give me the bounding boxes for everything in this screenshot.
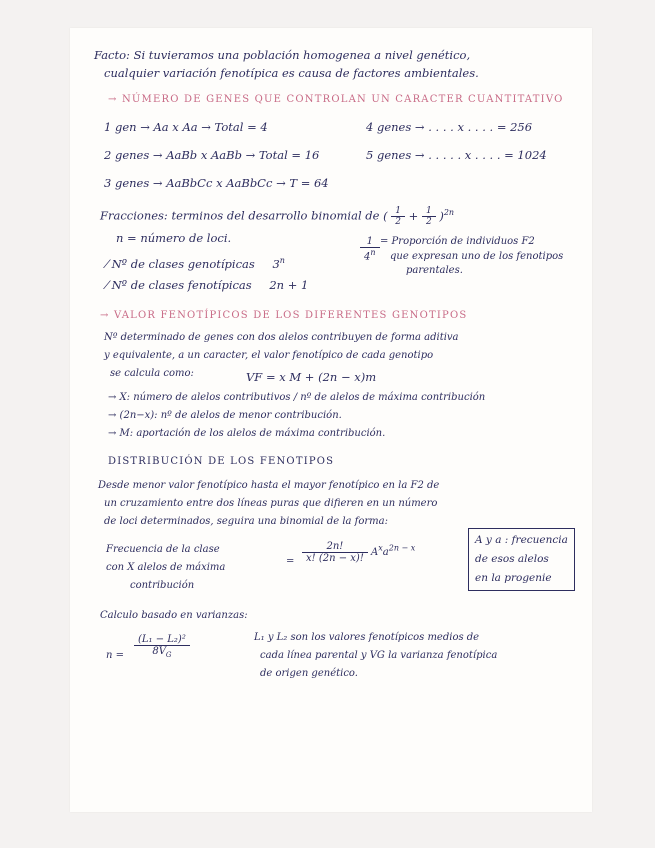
vf-formula: VF = x M + (2n − x)m	[246, 370, 377, 384]
valor-line-2: y equivalente, a un caracter, el valor fenotípico de cada genotipo	[104, 350, 434, 361]
n2x-definition: → (2n−x): nº de alelos de menor contribución.	[108, 410, 342, 421]
proporcion-text-2: que expresan uno de los fenotipos	[390, 251, 564, 262]
valor-line-1: Nº determinado de genes con dos alelos contribuyen de forma aditiva	[104, 332, 459, 343]
n-formula-lhs: n =	[106, 650, 124, 661]
intro-line-2: cualquier variación fenotípica es causa de factores ambientales.	[104, 66, 479, 80]
valor-line-3: se calcula como:	[110, 368, 194, 379]
proporcion-formula: $\frac{1}{4^n}$	[360, 236, 380, 262]
intro-line-1: Facto: Si tuvieramos una población homogenea a nivel genético,	[94, 48, 471, 62]
dist-line-2: un cruzamiento entre dos líneas puras que difieren en un número	[104, 498, 438, 509]
heading-distribucion: DISTRIBUCIÓN DE LOS FENOTIPOS	[108, 456, 335, 467]
n-formula: $\frac{\text{(L₁ − L₂)²}}{8V_G}$	[134, 634, 190, 659]
clases-fenotipicas: ⁄ Nº de clases fenotípicas 2n + 1	[106, 278, 309, 292]
gen-3: 3 genes → AaBbCc x AaBbCc → T = 64	[104, 176, 329, 190]
gen-1: 1 gen → Aa x Aa → Total = 4	[104, 120, 268, 134]
m-definition: → M: aportación de los alelos de máxima contribución.	[108, 428, 386, 439]
proporcion-text-3: parentales.	[406, 265, 463, 276]
fracciones-label: Fracciones: terminos del desarrollo binomial de	[100, 208, 380, 223]
n-definition: n = número de loci.	[116, 231, 232, 245]
varianza-line-3: de origen genético.	[260, 668, 358, 679]
gen-2: 2 genes → AaBb x AaBb → Total = 16	[104, 148, 320, 162]
freq-label-2: con X alelos de máxima	[106, 562, 226, 573]
binomial-formula: ( $\frac{1}{2}$ + $\frac{1}{2}$ )$^{2n}$	[383, 206, 455, 227]
clases-genotipicas: ⁄ Nº de clases genotípicas 3$^n$	[106, 256, 285, 271]
gen-4: 4 genes → . . . . x . . . . = 256	[366, 120, 533, 134]
fracciones-line	[100, 206, 454, 227]
proporcion-text-1: = Proporción de individuos F2	[380, 236, 535, 247]
notebook-page: Facto: Si tuvieramos una población homogenea a nivel genético, cualquier variación fenotípica es causa de factores ambientales. → NÚMERO DE GENES QUE CONTROLAN UN CARACTER CUANTITATIVO 1 gen → Aa x Aa → Total = 4 2 genes → AaBb x AaBb → Total = 16 3 genes → AaBbCc x AaBbCc → T = 64 4 genes → . . . . x . . . . = 256 5 genes → . . . . . x . . . . = 1024 Fracciones: terminos del desarrollo binomial de ( $\frac{1}{2}$ + $\frac{1}{2}$ )$^{2n}$ n = número de loci. ⁄ Nº de clases genotípicas 3$^n$ ⁄ Nº de clases fenotípicas 2n + 1 $\frac{1}{4^n}$ = Proporción de individuos F2 que expresan uno de los fenotipos parentales. → VALOR FENOTÍPICOS DE LOS DIFERENTES GENOTIPOS Nº determinado de genes con dos alelos contribuyen de forma aditiva y equivalente, a un caracter, el valor fenotípico de cada genotipo se calcula como: VF = x M + (2n − x)m → X: número de alelos contributivos / nº de alelos de máxima contribución → (2n−x): nº de alelos de menor contribución. → M: aportación de los alelos de máxima contribución. DISTRIBUCIÓN DE LOS FENOTIPOS Desde menor valor fenotípico hasta el mayor fenotípico en la F2 de un cruzamiento entre dos líneas puras que difieren en un número de loci determinados, seguira una binomial de la forma: Frecuencia de la clase con X alelos de máxima contribución = $\frac{2n!}{x! (2n - x)!}$ $A^xa^{2n - x}$ A y a : frecuencia de esos alelos en la progenie Calculo basado en varianzas: n = $\frac{\text{(L₁ − L₂)²}}{8V_G}$ L₁ y L₂ son los valores fenotípicos medios de cada línea parental y VG la varianza fenotípica de origen genético.	[70, 28, 592, 812]
freq-label-1: Frecuencia de la clase	[106, 544, 220, 555]
frequency-note-box: A y a : frecuencia de esos alelos en la progenie	[468, 528, 575, 591]
heading-genes: → NÚMERO DE GENES QUE CONTROLAN UN CARACTER CUANTITATIVO	[108, 94, 564, 105]
calculo-heading: Calculo basado en varianzas:	[100, 610, 248, 621]
dist-line-3: de loci determinados, seguira una binomial de la forma:	[104, 516, 388, 527]
x-definition: → X: número de alelos contributivos / nº de alelos de máxima contribución	[108, 392, 486, 403]
varianza-line-1: L₁ y L₂ son los valores fenotípicos medios de	[254, 632, 480, 643]
varianza-line-2: cada línea parental y VG la varianza fenotípica	[260, 650, 498, 661]
gen-5: 5 genes → . . . . . x . . . . = 1024	[366, 148, 547, 162]
freq-label-3: contribución	[130, 580, 195, 591]
heading-valor: → VALOR FENOTÍPICOS DE LOS DIFERENTES GENOTIPOS	[100, 310, 468, 321]
dist-line-1: Desde menor valor fenotípico hasta el mayor fenotípico en la F2 de	[98, 480, 440, 491]
freq-formula: $\frac{2n!}{x! (2n - x)!}$ $A^xa^{2n - x}$	[302, 541, 415, 564]
